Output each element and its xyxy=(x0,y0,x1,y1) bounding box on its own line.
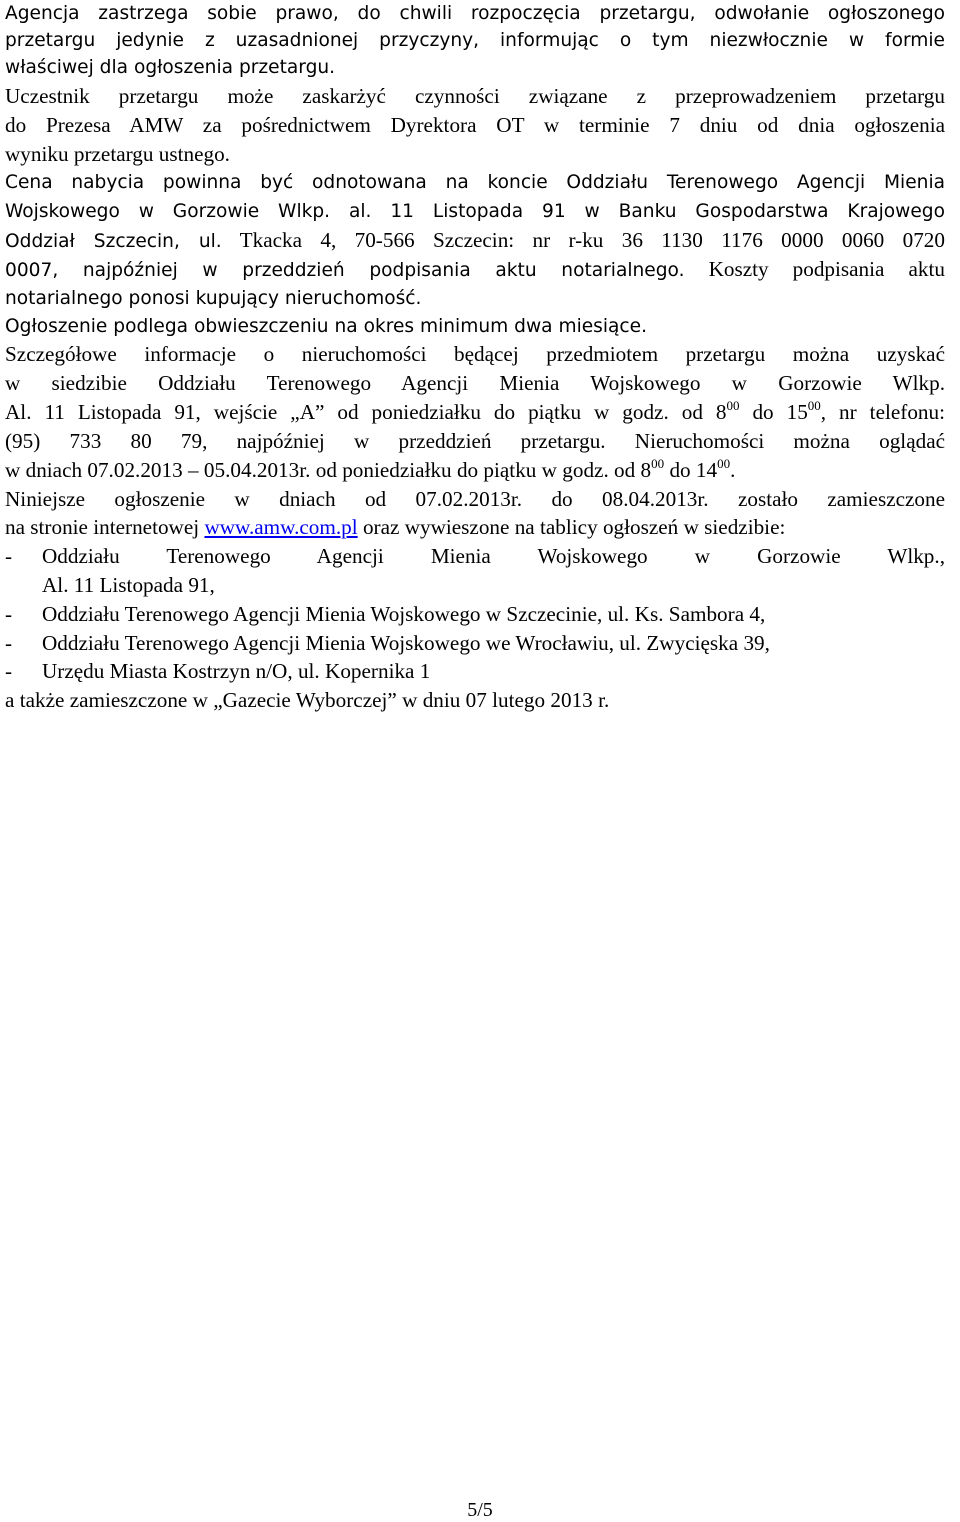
text-span: Oddział Szczecin, ul. xyxy=(5,231,222,252)
paragraph-line: Wojskowego w Gorzowie Wlkp. al. 11 Listopada 91 w Banku Gospodarstwa Krajowego xyxy=(5,201,945,222)
paragraph-line xyxy=(5,514,945,541)
paragraph-line: Uczestnik przetargu może zaskarżyć czynności związane z przeprowadzeniem przetargu xyxy=(5,84,945,108)
paragraph-line: przetargu jedynie z uzasadnionej przyczyny, informując o tym niezwłocznie w formie xyxy=(5,30,945,51)
text-span: do 15 xyxy=(739,400,808,424)
text-span: na stronie internetowej xyxy=(5,515,205,539)
text-span: oraz wywieszone na tablicy ogłoszeń w siedzibie: xyxy=(357,515,786,539)
text-span: do 14 xyxy=(664,458,718,482)
list-item: Oddziału Terenowego Agencji Mienia Wojskowego w Szczecinie, ul. Ks. Sambora 4, xyxy=(42,602,766,626)
list-bullet: - xyxy=(5,602,13,626)
paragraph-line xyxy=(5,457,945,484)
paragraph-line xyxy=(5,399,945,426)
paragraph-line: Niniejsze ogłoszenie w dniach od 07.02.2013r. do 08.04.2013r. zostało zamieszczone xyxy=(5,487,945,511)
paragraph-line xyxy=(5,227,945,254)
superscript: 00 xyxy=(726,398,740,413)
paragraph-line: Cena nabycia powinna być odnotowana na koncie Oddziału Terenowego Agencji Mienia xyxy=(5,172,945,193)
website-link[interactable]: www.amw.com.pl xyxy=(204,515,358,539)
paragraph-line: wyniku przetargu ustnego. xyxy=(5,142,230,166)
text-span: , nr telefonu: xyxy=(820,400,945,424)
text-span: Tkacka 4, 70-566 Szczecin: nr r-ku 36 1130 1176 0000 0060 0720 xyxy=(221,228,945,252)
text-span: w dniach 07.02.2013 – 05.04.2013r. od poniedziałku do piątku w godz. od 8 xyxy=(5,458,652,482)
page-number: 5/5 xyxy=(467,1499,493,1521)
list-bullet: - xyxy=(5,544,13,568)
text-span: Al. 11 Listopada 91, wejście „A” od poniedziałku do piątku w godz. od 8 xyxy=(5,400,727,424)
paragraph-line: notarialnego ponosi kupujący nieruchomość. xyxy=(5,288,422,309)
paragraph-line: (95) 733 80 79, najpóźniej w przeddzień przetargu. Nieruchomości można oglądać xyxy=(5,429,945,453)
list-item: Oddziału Terenowego Agencji Mienia Wojskowego w Gorzowie Wlkp., xyxy=(42,544,945,568)
paragraph-line: do Prezesa AMW za pośrednictwem Dyrektora OT w terminie 7 dniu od dnia ogłoszenia xyxy=(5,113,945,137)
superscript: 00 xyxy=(651,456,665,471)
paragraph-line: w siedzibie Oddziału Terenowego Agencji Mienia Wojskowego w Gorzowie Wlkp. xyxy=(5,371,945,395)
paragraph-line: Szczegółowe informacje o nieruchomości będącej przedmiotem przetargu można uzyskać xyxy=(5,342,945,366)
paragraph-line: Ogłoszenie podlega obwieszczeniu na okres minimum dwa miesiące. xyxy=(5,316,647,337)
superscript: 00 xyxy=(717,456,731,471)
text-span: 0007, najpóźniej w przeddzień podpisania aktu notarialnego. xyxy=(5,260,685,281)
list-item-continuation: Al. 11 Listopada 91, xyxy=(42,573,215,597)
superscript: 00 xyxy=(807,398,821,413)
list-item: Urzędu Miasta Kostrzyn n/O, ul. Kopernika 1 xyxy=(42,659,431,683)
list-bullet: - xyxy=(5,659,13,683)
paragraph-line xyxy=(5,256,945,283)
text-span: Koszty podpisania aktu xyxy=(684,257,945,281)
list-bullet: - xyxy=(5,631,13,655)
list-item: Oddziału Terenowego Agencji Mienia Wojskowego we Wrocławiu, ul. Zwycięska 39, xyxy=(42,631,770,655)
paragraph-line: właściwej dla ogłoszenia przetargu. xyxy=(5,57,336,78)
closing-line: a także zamieszczone w „Gazecie Wyborczej” w dniu 07 lutego 2013 r. xyxy=(5,688,610,712)
paragraph-line: Agencja zastrzega sobie prawo, do chwili rozpoczęcia przetargu, odwołanie ogłoszonego xyxy=(5,3,945,24)
text-span: . xyxy=(730,458,736,482)
